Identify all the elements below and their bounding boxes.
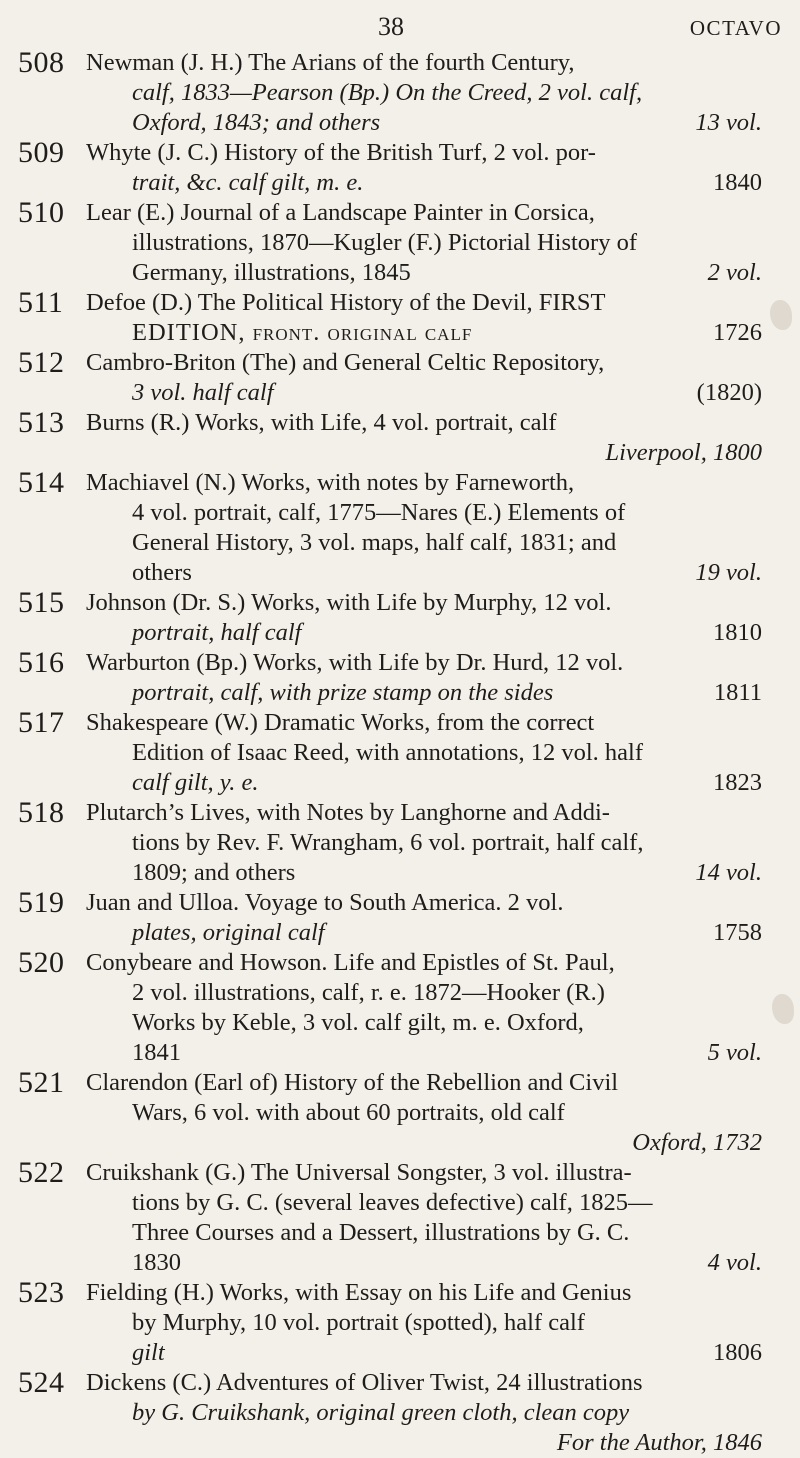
entry-line: trait, &c. calf gilt, m. e. bbox=[132, 169, 364, 196]
entry-line: Wars, 6 vol. with about 60 portraits, old calf bbox=[132, 1099, 565, 1126]
entry-line: Edition of Isaac Reed, with annotations, 12 vol. half bbox=[132, 739, 643, 766]
entry-line: Johnson (Dr. S.) Works, with Life by Murphy, 12 vol. bbox=[86, 589, 612, 616]
entry-line: General History, 3 vol. maps, half calf, 1831; and bbox=[132, 529, 617, 556]
entry-line: Germany, illustrations, 1845 bbox=[132, 259, 411, 286]
catalogue-entry bbox=[0, 48, 800, 138]
lot-number: 512 bbox=[18, 346, 65, 379]
lot-number: 519 bbox=[18, 886, 65, 919]
catalogue-entry bbox=[0, 948, 800, 1068]
lot-number: 517 bbox=[18, 706, 65, 739]
entry-date: 1811 bbox=[713, 679, 762, 706]
catalogue-entry bbox=[0, 648, 800, 708]
page-header bbox=[0, 12, 800, 44]
entry-line: Burns (R.) Works, with Life, 4 vol. portrait, calf bbox=[86, 409, 557, 436]
entry-line: 1830 bbox=[132, 1249, 181, 1276]
entry-volume: 19 vol. bbox=[695, 559, 762, 586]
entry-line: calf, 1833—Pearson (Bp.) On the Creed, 2 vol. calf, bbox=[132, 79, 643, 106]
lot-number: 523 bbox=[18, 1276, 65, 1309]
entry-line: gilt bbox=[132, 1339, 165, 1366]
entry-volume: 2 vol. bbox=[707, 259, 762, 286]
entry-date: (1820) bbox=[696, 379, 762, 406]
entry-line: Newman (J. H.) The Arians of the fourth Century, bbox=[86, 49, 575, 76]
catalogue-entry bbox=[0, 348, 800, 408]
lot-number: 509 bbox=[18, 136, 65, 169]
entry-line: others bbox=[132, 559, 192, 586]
catalogue-entry bbox=[0, 1068, 800, 1158]
lot-number: 522 bbox=[18, 1156, 65, 1189]
entry-line: 1809; and others bbox=[132, 859, 296, 886]
entry-line: Defoe (D.) The Political History of the Devil, FIRST bbox=[86, 289, 606, 316]
entry-line: Lear (E.) Journal of a Landscape Painter in Corsica, bbox=[86, 199, 595, 226]
entry-volume: 5 vol. bbox=[707, 1039, 762, 1066]
catalogue-entry bbox=[0, 138, 800, 198]
section-title: OCTAVO bbox=[689, 16, 782, 40]
entry-line: Whyte (J. C.) History of the British Turf, 2 vol. por- bbox=[86, 139, 596, 166]
entry-line: Cruikshank (G.) The Universal Songster, 3 vol. illustra- bbox=[86, 1159, 632, 1186]
entry-date: 1810 bbox=[713, 619, 762, 646]
catalogue-entry bbox=[0, 198, 800, 288]
catalogue-entry bbox=[0, 468, 800, 588]
catalogue-entry bbox=[0, 588, 800, 648]
entry-line: Works by Keble, 3 vol. calf gilt, m. e. Oxford, bbox=[132, 1009, 584, 1036]
entry-line: Conybeare and Howson. Life and Epistles of St. Paul, bbox=[86, 949, 615, 976]
entry-line: Machiavel (N.) Works, with notes by Farneworth, bbox=[86, 469, 575, 496]
page-number: 38 bbox=[378, 12, 404, 41]
entry-line: portrait, calf, with prize stamp on the sides bbox=[132, 679, 554, 706]
entry-line: calf gilt, y. e. bbox=[132, 769, 259, 796]
entry-date: 1823 bbox=[713, 769, 762, 796]
entry-imprint: For the Author, 1846 bbox=[556, 1429, 762, 1456]
entry-imprint: Liverpool, 1800 bbox=[605, 439, 762, 466]
catalogue-entry bbox=[0, 1278, 800, 1368]
entry-line: by G. Cruikshank, original green cloth, clean copy bbox=[132, 1399, 630, 1426]
entry-line: Fielding (H.) Works, with Essay on his Life and Genius bbox=[86, 1279, 632, 1306]
entry-line: plates, original calf bbox=[132, 919, 325, 946]
entry-line: by Murphy, 10 vol. portrait (spotted), half calf bbox=[132, 1309, 585, 1336]
entry-line: tions by G. C. (several leaves defective) calf, 1825— bbox=[132, 1189, 653, 1216]
entry-date: 1806 bbox=[713, 1339, 762, 1366]
lot-number: 520 bbox=[18, 946, 65, 979]
entry-line: Dickens (C.) Adventures of Oliver Twist, 24 illustrations bbox=[86, 1369, 643, 1396]
catalogue-entry bbox=[0, 408, 800, 468]
lot-number: 508 bbox=[18, 46, 65, 79]
entry-line: Shakespeare (W.) Dramatic Works, from the correct bbox=[86, 709, 595, 736]
entry-date: 1840 bbox=[713, 169, 762, 196]
lot-number: 524 bbox=[18, 1366, 65, 1399]
lot-number: 515 bbox=[18, 586, 65, 619]
lot-number: 513 bbox=[18, 406, 65, 439]
entry-date: 1726 bbox=[713, 319, 762, 346]
lot-number: 516 bbox=[18, 646, 65, 679]
entry-imprint: Oxford, 1732 bbox=[632, 1129, 762, 1156]
catalogue-entry bbox=[0, 288, 800, 348]
entry-line: Juan and Ulloa. Voyage to South America. 2 vol. bbox=[86, 889, 564, 916]
entry-volume: 14 vol. bbox=[695, 859, 762, 886]
lot-number: 521 bbox=[18, 1066, 65, 1099]
lot-number: 518 bbox=[18, 796, 65, 829]
entry-line: 3 vol. half calf bbox=[132, 379, 274, 406]
catalogue-entry bbox=[0, 1158, 800, 1278]
lot-number: 514 bbox=[18, 466, 65, 499]
entry-line: Clarendon (Earl of) History of the Rebellion and Civil bbox=[86, 1069, 619, 1096]
entry-line: 1841 bbox=[132, 1039, 181, 1066]
entry-line: portrait, half calf bbox=[132, 619, 302, 646]
catalogue-entry bbox=[0, 1368, 800, 1458]
catalogue-entry bbox=[0, 708, 800, 798]
catalogue-entry bbox=[0, 888, 800, 948]
catalogue-entries bbox=[0, 48, 800, 1458]
entry-volume: 13 vol. bbox=[695, 109, 762, 136]
entry-line: Cambro-Briton (The) and General Celtic Repository, bbox=[86, 349, 605, 376]
entry-line: illustrations, 1870—Kugler (F.) Pictorial History of bbox=[132, 229, 638, 256]
entry-line: EDITION, front. original calf bbox=[132, 319, 473, 346]
entry-volume: 4 vol. bbox=[707, 1249, 762, 1276]
entry-line: Warburton (Bp.) Works, with Life by Dr. Hurd, 12 vol. bbox=[86, 649, 624, 676]
entry-date: 1758 bbox=[713, 919, 762, 946]
entry-line: tions by Rev. F. Wrangham, 6 vol. portrait, half calf, bbox=[132, 829, 644, 856]
entry-line: Oxford, 1843; and others bbox=[132, 109, 381, 136]
entry-line: 4 vol. portrait, calf, 1775—Nares (E.) Elements of bbox=[132, 499, 626, 526]
lot-number: 510 bbox=[18, 196, 65, 229]
catalogue-entry bbox=[0, 798, 800, 888]
entry-line: Three Courses and a Dessert, illustrations by G. C. bbox=[132, 1219, 630, 1246]
entry-line: Plutarch’s Lives, with Notes by Langhorne and Addi- bbox=[86, 799, 610, 826]
entry-line: 2 vol. illustrations, calf, r. e. 1872—Hooker (R.) bbox=[132, 979, 605, 1006]
lot-number: 511 bbox=[18, 286, 64, 319]
